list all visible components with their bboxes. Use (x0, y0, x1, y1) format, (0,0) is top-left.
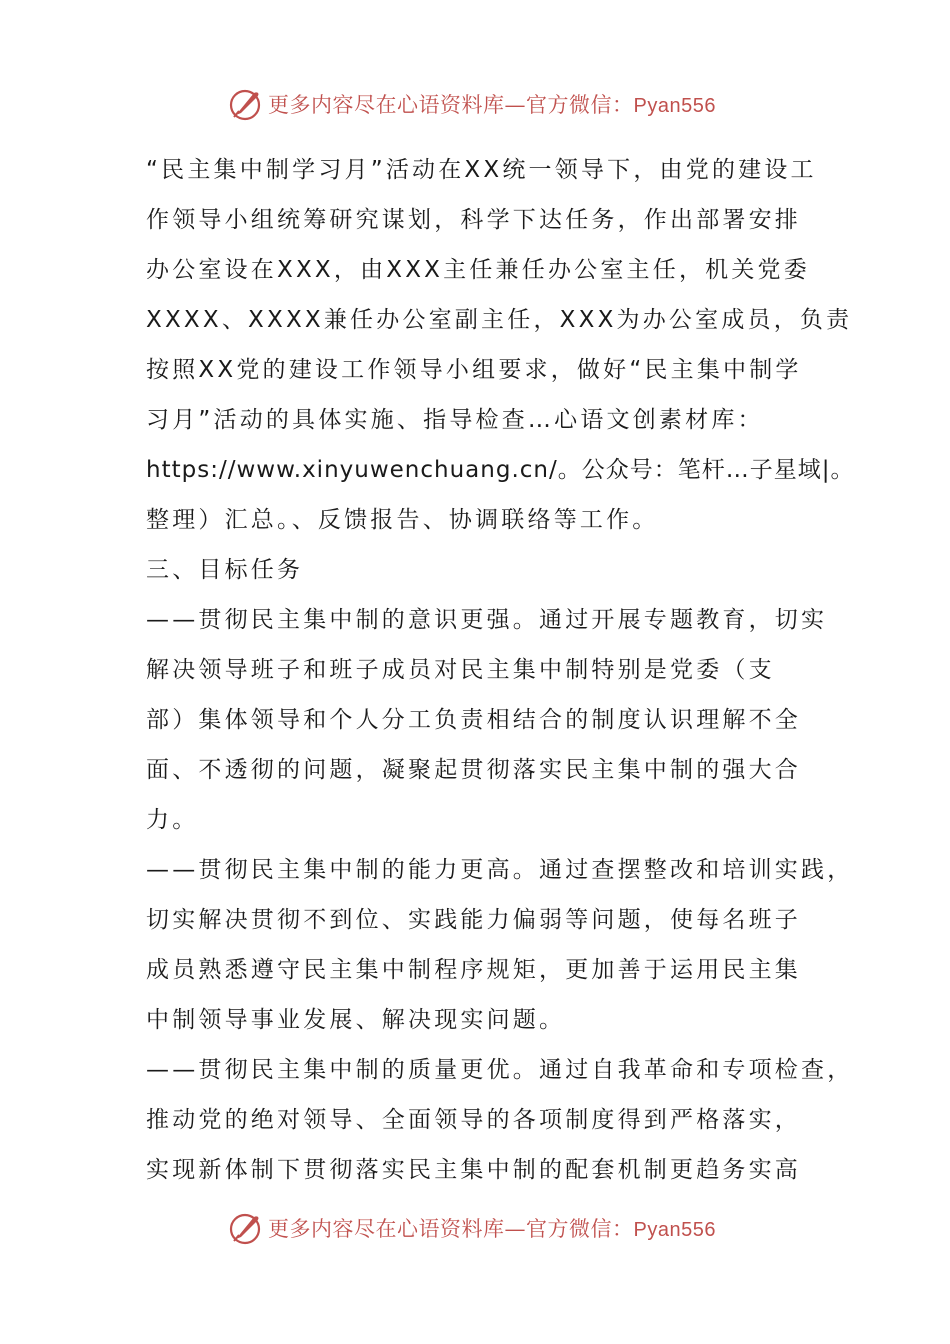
quill-logo-icon (228, 86, 264, 122)
banner-text (268, 89, 716, 119)
body-line: 推动党的绝对领导、全面领导的各项制度得到严格落实， (146, 1107, 801, 1133)
body-line: 实现新体制下贯彻落实民主集中制的配套机制更趋务实高 (146, 1157, 801, 1183)
body-line: ——贯彻民主集中制的质量更优。通过自我革命和专项检查， (146, 1057, 854, 1083)
banner-wechat-id: Pyan556 (633, 95, 716, 117)
banner-wechat-id: Pyan556 (633, 1219, 716, 1241)
body-line: 切实解决贯彻不到位、实践能力偏弱等问题，使每名班子 (146, 907, 801, 933)
header-watermark-banner (228, 84, 716, 124)
body-line: 作领导小组统筹研究谋划，科学下达任务，作出部署安排 (146, 207, 801, 233)
body-line: 面、不透彻的问题，凝聚起贯彻落实民主集中制的强大合 (146, 757, 801, 783)
footer-watermark-banner (228, 1208, 716, 1248)
quill-logo-icon (228, 1210, 264, 1246)
body-line: 部）集体领导和个人分工负责相结合的制度认识理解不全 (146, 707, 801, 733)
body-line: 习月”活动的具体实施、指导检查…心语文创素材库： (146, 407, 764, 433)
body-line: 成员熟悉遵守民主集中制程序规矩，更加善于运用民主集 (146, 957, 801, 983)
body-line: ——贯彻民主集中制的意识更强。通过开展专题教育，切实 (146, 607, 828, 633)
banner-text (268, 1213, 716, 1243)
body-line: XXXX、XXXX兼任办公室副主任，XXX为办公室成员，负责 (146, 307, 853, 333)
section-heading: 三、目标任务 (146, 557, 304, 583)
banner-slogan: 更多内容尽在心语资料库—官方微信： (268, 93, 634, 117)
body-line: 按照XX党的建设工作领导小组要求，做好“民主集中制学 (146, 357, 802, 383)
body-line: “民主集中制学习月”活动在XX统一领导下，由党的建设工 (146, 157, 817, 183)
document-body (146, 145, 855, 1195)
body-line: 办公室设在XXX，由XXX主任兼任办公室主任，机关党委 (146, 257, 810, 283)
body-line: 力。 (146, 807, 199, 833)
body-line: 中制领导事业发展、解决现实问题。 (146, 1007, 566, 1033)
body-line-url: https://www.xinyuwenchuang.cn/。公众号：笔杆…子星域|。 (146, 457, 855, 483)
body-line: 整理）汇总。、反馈报告、协调联络等工作。 (146, 507, 659, 533)
body-line: ——贯彻民主集中制的能力更高。通过查摆整改和培训实践， (146, 857, 854, 883)
banner-slogan: 更多内容尽在心语资料库—官方微信： (268, 1217, 634, 1241)
body-line: 解决领导班子和班子成员对民主集中制特别是党委（支 (146, 657, 775, 683)
